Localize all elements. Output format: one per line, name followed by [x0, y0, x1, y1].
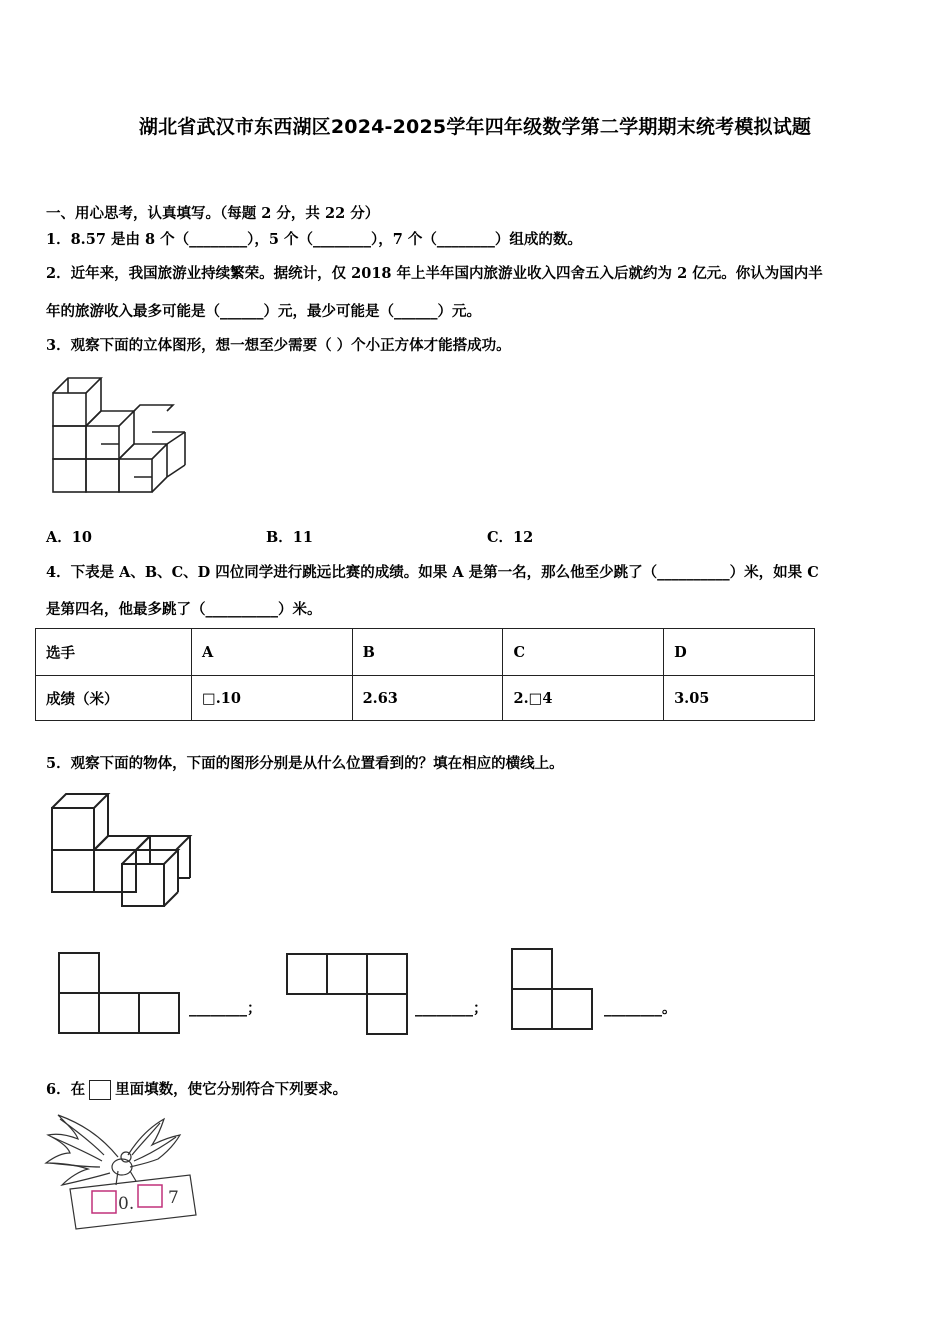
- question-6-prefix: 6．在: [46, 1081, 86, 1098]
- question-2-line-2: 年的旅游收入最多可能是（______）元，最少可能是（______）元。: [46, 303, 481, 320]
- cubes-object-figure: [44, 790, 204, 915]
- table-cell: 成绩（米）: [36, 676, 192, 721]
- table-cell: □.10: [192, 676, 353, 721]
- table-cell: A: [192, 629, 353, 676]
- question-6-suffix: 里面填数，使它分别符合下列要求。: [115, 1081, 348, 1098]
- card-box-1: [92, 1191, 116, 1213]
- question-5: 5．观察下面的物体，下面的图形分别是从什么位置看到的？填在相应的横线上。: [46, 755, 564, 772]
- page-title: 湖北省武汉市东西湖区2024-2025学年四年级数学第二学期期末统考模拟试题: [138, 116, 812, 138]
- table-cell: C: [503, 629, 664, 676]
- view-1-blank[interactable]: ________；: [189, 1000, 262, 1017]
- section-heading: 一、用心思考，认真填写。（每题 2 分，共 22 分）: [46, 205, 380, 222]
- table-row: [36, 629, 815, 676]
- table-row: [36, 676, 815, 721]
- question-4-line-2: 是第四名，他最多跳了（__________）米。: [46, 601, 322, 618]
- view-2-blank[interactable]: ________；: [415, 1000, 488, 1017]
- view-3-figure: [509, 946, 597, 1036]
- view-2-figure: [284, 951, 412, 1037]
- question-4-line-1: 4．下表是 A、B、C、D 四位同学进行跳远比赛的成绩。如果 A 是第一名，那么他至少跳了（__________）米，如果 C: [46, 564, 819, 581]
- question-2-line-1: 2．近年来，我国旅游业持续繁荣。据统计，仅 2018 年上半年国内旅游业收入四舍五入后就约为 2 亿元。你认为国内半: [46, 265, 823, 282]
- table-cell: 选手: [36, 629, 192, 676]
- view-1-figure: [56, 950, 184, 1036]
- option-a: A．10: [46, 529, 92, 546]
- table-cell: 3.05: [664, 676, 815, 721]
- card-text-2: 7: [168, 1188, 179, 1208]
- question-6: [46, 1078, 347, 1100]
- table-cell: 2.63: [352, 676, 503, 721]
- option-c: C．12: [487, 529, 534, 546]
- view-3-blank[interactable]: ________。: [604, 1000, 677, 1017]
- table-cell: B: [352, 629, 503, 676]
- scores-table: [35, 628, 815, 721]
- table-cell: D: [664, 629, 815, 676]
- question-3: 3．观察下面的立体图形，想一想至少需要（ ）个小正方体才能搭成功。: [46, 337, 511, 354]
- answer-square: [89, 1080, 111, 1100]
- staircase-cubes-figure: [40, 360, 200, 500]
- question-1: 1．8.57 是由 8 个（________），5 个（________），7 个（________）组成的数。: [46, 231, 582, 248]
- card-text-1: 0.: [118, 1194, 135, 1214]
- table-cell: 2.□4: [503, 676, 664, 721]
- card-box-2: [138, 1185, 162, 1207]
- bird-card-illustration: [40, 1105, 210, 1230]
- option-b: B．11: [266, 529, 313, 546]
